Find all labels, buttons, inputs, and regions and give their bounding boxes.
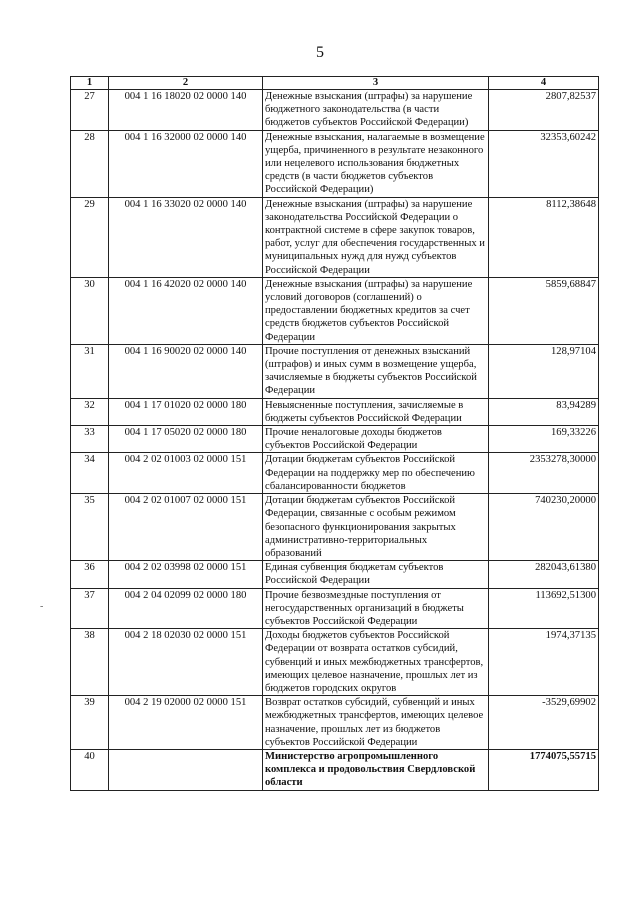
table-row: [71, 588, 599, 629]
table-row: [71, 453, 599, 494]
header-col-1: 1: [71, 77, 109, 90]
revenue-name: Невыясненные поступления, зачисляемые в бюджеты субъектов Российской Федерации: [263, 398, 489, 425]
budget-code: 004 2 02 01007 02 0000 151: [109, 494, 263, 561]
table-row: [71, 494, 599, 561]
amount: 2353278,30000: [489, 453, 599, 494]
budget-code: 004 1 16 18020 02 0000 140: [109, 90, 263, 131]
table-row: [71, 130, 599, 197]
amount: 5859,68847: [489, 277, 599, 344]
table-row: [71, 90, 599, 131]
table-row: [71, 696, 599, 750]
revenue-table: [70, 76, 599, 791]
table-row: [71, 398, 599, 425]
table-row: [71, 561, 599, 588]
table-body: [71, 90, 599, 791]
amount: 128,97104: [489, 344, 599, 398]
budget-code: 004 2 04 02099 02 0000 180: [109, 588, 263, 629]
table-row: [71, 344, 599, 398]
row-number: 32: [71, 398, 109, 425]
row-number: 31: [71, 344, 109, 398]
row-number: 39: [71, 696, 109, 750]
budget-code: 004 1 16 90020 02 0000 140: [109, 344, 263, 398]
budget-code: 004 1 16 33020 02 0000 140: [109, 197, 263, 277]
row-number: 30: [71, 277, 109, 344]
budget-code: 004 2 02 01003 02 0000 151: [109, 453, 263, 494]
table-row: [71, 629, 599, 696]
row-number: 34: [71, 453, 109, 494]
amount: 1774075,55715: [489, 749, 599, 790]
revenue-name: Прочие неналоговые доходы бюджетов субъектов Российской Федерации: [263, 426, 489, 453]
amount: 113692,51300: [489, 588, 599, 629]
header-col-4: 4: [489, 77, 599, 90]
revenue-name: Дотации бюджетам субъектов Российской Федерации на поддержку мер по обеспечению сбалансированности бюджетов: [263, 453, 489, 494]
margin-mark: -: [40, 601, 44, 612]
amount: 740230,20000: [489, 494, 599, 561]
row-number: 36: [71, 561, 109, 588]
budget-code: 004 1 16 32000 02 0000 140: [109, 130, 263, 197]
amount: 8112,38648: [489, 197, 599, 277]
table-row: [71, 277, 599, 344]
revenue-name: Денежные взыскания (штрафы) за нарушение бюджетного законодательства (в части бюджетов субъектов Российской Федерации): [263, 90, 489, 131]
amount: 1974,37135: [489, 629, 599, 696]
amount: 282043,61380: [489, 561, 599, 588]
revenue-name: Дотации бюджетам субъектов Российской Федерации, связанные с особым режимом безопасного функционирования закрытых административно-территориальных образований: [263, 494, 489, 561]
budget-code: 004 2 19 02000 02 0000 151: [109, 696, 263, 750]
header-row: [71, 77, 599, 90]
revenue-name: Прочие поступления от денежных взысканий (штрафов) и иных сумм в возмещение ущерба, зачисляемые в бюджеты субъектов Российской Федерации: [263, 344, 489, 398]
amount: 2807,82537: [489, 90, 599, 131]
amount: 32353,60242: [489, 130, 599, 197]
revenue-name: Денежные взыскания (штрафы) за нарушение законодательства Российской Федерации о контрактной системе в сфере закупок товаров, работ, услуг для обеспечения государственных и муниципальных нужд для нужд субъектов Российской Федерации: [263, 197, 489, 277]
row-number: 28: [71, 130, 109, 197]
amount: 83,94289: [489, 398, 599, 425]
revenue-name: Доходы бюджетов субъектов Российской Федерации от возврата остатков субсидий, субвенций и иных межбюджетных трансфертов, имеющих целевое назначение, прошлых лет из бюджетов городских округов: [263, 629, 489, 696]
revenue-name: Единая субвенция бюджетам субъектов Российской Федерации: [263, 561, 489, 588]
row-number: 29: [71, 197, 109, 277]
row-number: 27: [71, 90, 109, 131]
table-header: [71, 77, 599, 90]
revenue-name: Возврат остатков субсидий, субвенций и иных межбюджетных трансфертов, имеющих целевое назначение, прошлых лет из бюджетов субъектов Российской Федерации: [263, 696, 489, 750]
budget-code: 004 1 17 05020 02 0000 180: [109, 426, 263, 453]
table-row: [71, 197, 599, 277]
table-row: [71, 749, 599, 790]
revenue-name: Министерство агропромышленного комплекса и продовольствия Свердловской области: [263, 749, 489, 790]
row-number: 40: [71, 749, 109, 790]
budget-code: 004 2 02 03998 02 0000 151: [109, 561, 263, 588]
revenue-name: Денежные взыскания (штрафы) за нарушение условий договоров (соглашений) о предоставлении бюджетных кредитов за счет средств бюджетов субъектов Российской Федерации: [263, 277, 489, 344]
row-number: 37: [71, 588, 109, 629]
budget-code: 004 1 17 01020 02 0000 180: [109, 398, 263, 425]
page-number: 5: [316, 44, 324, 61]
budget-code: [109, 749, 263, 790]
table-row: [71, 426, 599, 453]
amount: -3529,69902: [489, 696, 599, 750]
row-number: 33: [71, 426, 109, 453]
row-number: 35: [71, 494, 109, 561]
budget-code: 004 2 18 02030 02 0000 151: [109, 629, 263, 696]
revenue-name: Денежные взыскания, налагаемые в возмещение ущерба, причиненного в результате незаконного или нецелевого использования бюджетных средств (в части бюджетов субъектов Российской Федерации): [263, 130, 489, 197]
header-col-3: 3: [263, 77, 489, 90]
row-number: 38: [71, 629, 109, 696]
header-col-2: 2: [109, 77, 263, 90]
budget-code: 004 1 16 42020 02 0000 140: [109, 277, 263, 344]
revenue-name: Прочие безвозмездные поступления от негосударственных организаций в бюджеты субъектов Российской Федерации: [263, 588, 489, 629]
amount: 169,33226: [489, 426, 599, 453]
